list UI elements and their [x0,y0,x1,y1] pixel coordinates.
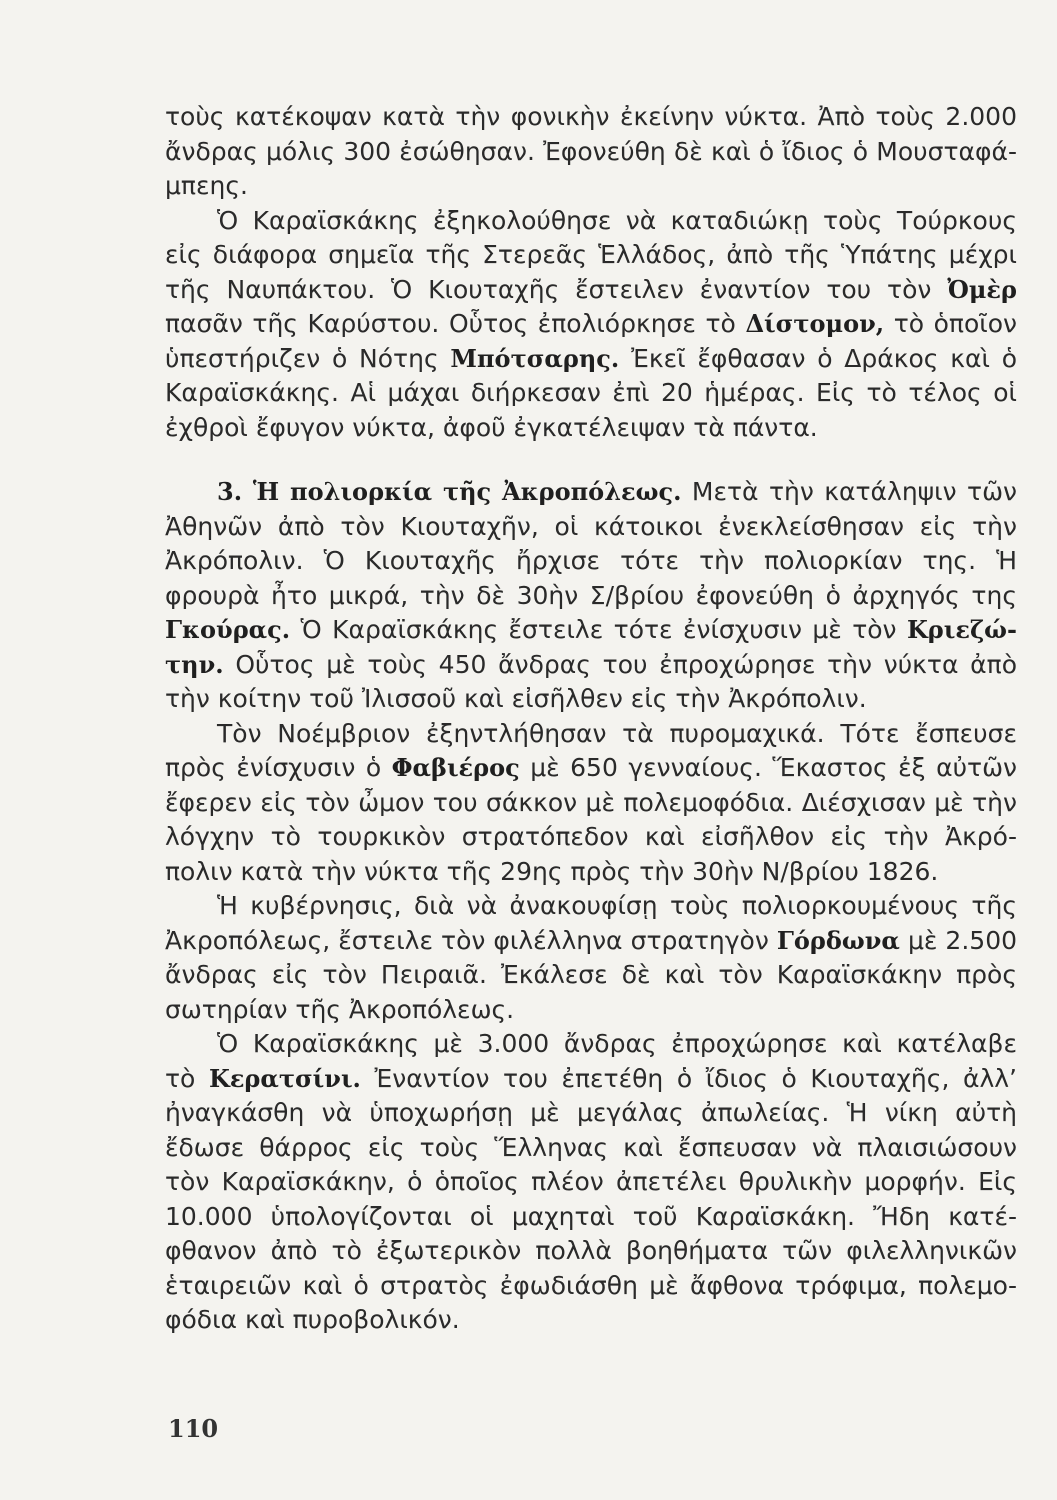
document-page [165,100,1017,1338]
section-heading: 3. Ἡ πολιορκία τῆς Ἀκροπόλεως. [217,477,682,506]
page-number: 110 [168,1414,219,1443]
text-run: τῆς Ναυπάκτου. Ὁ Κιουταχῆς ἔστειλεν ἐναντίον του τὸν [165,274,932,304]
bold-name-kriezotis: Κριεζώ- [906,615,1017,644]
text-line: Καραϊσκάκης. Αἱ μάχαι διήρκεσαν ἐπὶ 20 ἡμέρας. Εἰς τὸ τέλος οἱ [165,378,1017,407]
text-line: ἠναγκάσθη νὰ ὑποχωρήσῃ μὲ μεγάλας ἀπωλείας. Ἡ νίκη αὐτὴ [165,1098,1017,1127]
text-run: Ὁ Καραϊσκάκης ἔστειλε τότε ἐνίσχυσιν μὲ τὸν [300,615,897,644]
text-run: πασᾶν τῆς Καρύστου. Οὗτος ἐπολιόρκησε τὸ [165,309,736,338]
text-line: ἄνδρας εἰς τὸν Πειραιᾶ. Ἐκάλεσε δὲ καὶ τὸν Καραϊσκάκην πρὸς [165,960,1017,989]
text-line [165,273,1017,308]
text-line: ἄνδρας μόλις 300 ἐσώθησαν. Ἐφονεύθη δὲ καὶ ὁ ἴδιος ὁ Μουσταφά- [165,136,1017,166]
bold-name-omer: Ὀμὲρ [947,274,1017,304]
text-line: τοὺς κατέκοψαν κατὰ τὴν φονικὴν ἐκείνην νύκτα. Ἀπὸ τοὺς 2.000 [165,102,1017,131]
text-run: Μετὰ τὴν κατάληψιν τῶν [691,477,1017,506]
text-line: λόγχην τὸ τουρκικὸν στρατόπεδον καὶ εἰσῆλθον εἰς τὴν Ἀκρό- [165,822,1017,851]
text-line [165,475,1017,510]
text-line: ἔφερεν εἰς τὸν ὦμον του σάκκον μὲ πολεμοφόδια. Διέσχισαν μὲ τὴν [165,787,1017,817]
text-line [165,307,1017,342]
bold-name-kriezotis-end: την. [165,649,224,679]
text-line: φρουρὰ ἦτο μικρά, τὴν δὲ 30ὴν Σ/βρίου ἐφονεύθη ὁ ἀρχηγός της [165,580,1017,610]
bold-place-keratsini: Κερατσίνι. [208,1063,361,1093]
text-line: Ἀκρόπολιν. Ὁ Κιουταχῆς ἤρχισε τότε τὴν πολιορκίαν της. Ἡ [165,546,1017,575]
text-line: πολιν κατὰ τὴν νύκτα τῆς 29ης πρὸς τὴν 30ὴν Ν/βρίου 1826. [165,856,939,886]
text-line: ἔδωσε θάρρος εἰς τοὺς Ἕλληνας καὶ ἔσπευσαν νὰ πλαισιώσουν [165,1132,1017,1162]
text-line: εἰς διάφορα σημεῖα τῆς Στερεᾶς Ἑλλάδος, ἀπὸ τῆς Ὑπάτης μέχρι [165,240,1017,269]
text-line: τὸν Καραϊσκάκην, ὁ ὁποῖος πλέον ἀπετέλει θρυλικὴν μορφήν. Εἰς [165,1167,1017,1196]
text-line: ἑταιρειῶν καὶ ὁ στρατὸς ἐφωδιάσθη μὲ ἄφθονα τρόφιμα, πολεμο- [165,1270,1017,1300]
text-run: πρὸς ἐνίσχυσιν ὁ [165,753,382,782]
text-line: Ὁ Καραϊσκάκης μὲ 3.000 ἄνδρας ἐπροχώρησε καὶ κατέλαβε [217,1029,1017,1058]
bold-name-favieros: Φαβιέρος [391,753,520,782]
text-line [165,342,1017,377]
text-run: μὲ 2.500 [907,925,1018,955]
text-line: 10.000 ὑπολογίζονται οἱ μαχηταὶ τοῦ Καραϊσκάκη. Ἤδη κατέ- [165,1201,1017,1231]
text-line: ἐχθροὶ ἔφυγον νύκτα, ἀφοῦ ἐγκατέλειψαν τὰ πάντα. [165,412,818,442]
bold-name-gordon: Γόρδωνα [776,925,900,955]
text-line: σωτηρίαν τῆς Ἀκροπόλεως. [165,994,515,1024]
bold-name-gkouras: Γκούρας. [165,615,291,644]
text-line: Ἀθηνῶν ἀπὸ τὸν Κιουταχῆν, οἱ κάτοικοι ἐνεκλείσθησαν εἰς τὴν [165,511,1017,541]
text-run: Ἐναντίον του ἐπετέθη ὁ ἴδιος ὁ Κιουταχῆς, ἀλλ’ [374,1063,1018,1093]
text-line [165,924,1017,959]
text-run: Ἀκροπόλεως, ἔστειλε τὸν φιλέλληνα στρατηγὸν [165,925,769,955]
text-line [165,613,1017,648]
section-gap [165,445,1017,475]
bold-name-botsaris: Μπότσαρης. [450,343,620,373]
text-line: μπεης. [165,171,248,200]
text-line: Ὁ Καραϊσκάκης ἐξηκολούθησε νὰ καταδιώκῃ τοὺς Τούρκους [217,205,1017,235]
text-line: Τὸν Νοέμβριον ἐξηντλήθησαν τὰ πυρομαχικά. Τότε ἔσπευσε [217,718,1017,748]
text-run: μὲ 650 γενναίους. Ἕκαστος ἐξ αὐτῶν [530,753,1017,782]
text-line: φθανον ἀπὸ τὸ ἐξωτερικὸν πολλὰ βοηθήματα τῶν φιλελληνικῶν [165,1236,1017,1265]
text-line: φόδια καὶ πυροβολικόν. [165,1305,460,1334]
text-run: Ἐκεῖ ἔφθασαν ὁ Δράκος καὶ ὁ [631,343,1017,373]
text-run: Οὗτος μὲ τοὺς 450 ἄνδρας του ἐπροχώρησε τὴν νύκτα ἀπὸ [235,649,1017,679]
text-line: τὴν κοίτην τοῦ Ἰλισσοῦ καὶ εἰσῆλθεν εἰς τὴν Ἀκρόπολιν. [165,684,867,713]
text-line [165,751,1017,786]
text-run: ὑπεστήριζεν ὁ Νότης [165,343,439,373]
text-line: Ἡ κυβέρνησις, διὰ νὰ ἀνακουφίσῃ τοὺς πολιορκουμένους τῆς [217,891,1017,920]
text-line [165,648,1017,683]
bold-place-distomon: Δίστομον, [745,309,885,338]
text-line [165,1062,1017,1097]
text-run: τὸ [165,1063,196,1093]
text-run: τὸ ὁποῖον [893,309,1017,338]
